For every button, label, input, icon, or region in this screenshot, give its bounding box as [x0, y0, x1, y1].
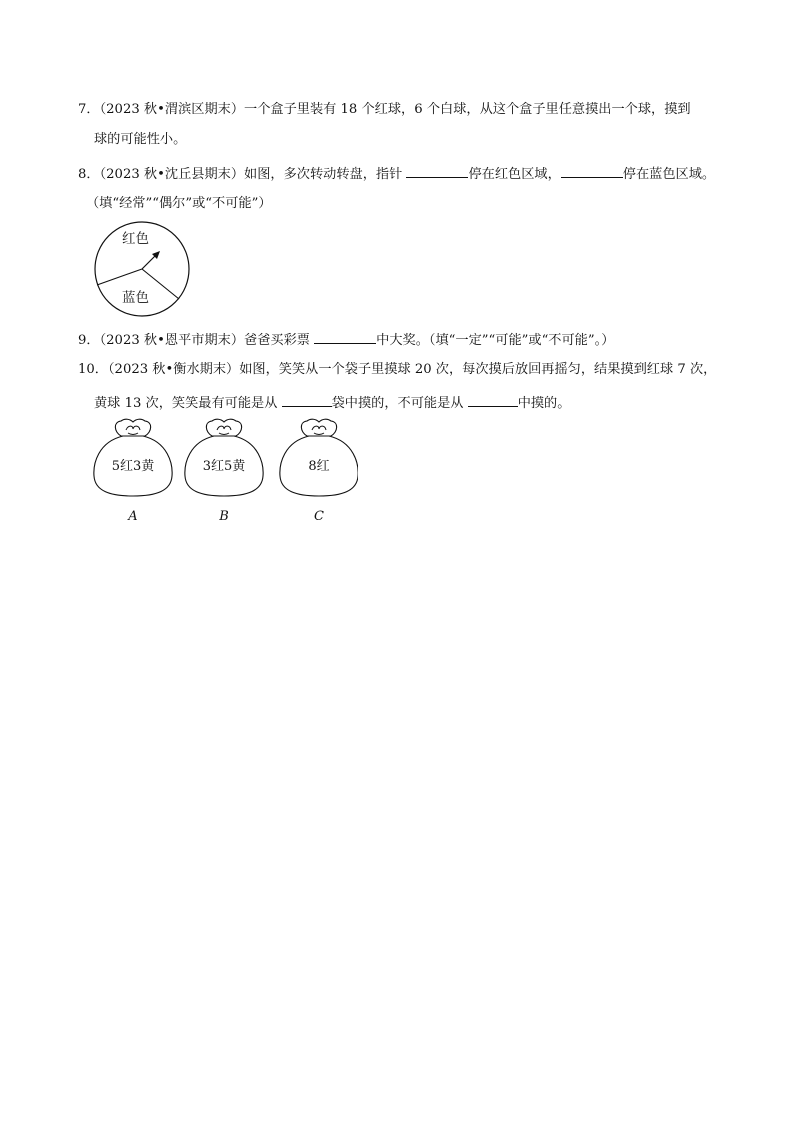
bag-b-content: 3红5黄 — [202, 459, 246, 474]
q9-text-2: 中大奖。（填“一定”“可能”或“不可能”。） — [376, 333, 615, 348]
bag-c-content: 8红 — [308, 459, 330, 474]
bag-b — [185, 419, 263, 524]
q8-line2: （填“经常”“偶尔”或“不可能”） — [86, 196, 272, 211]
q8-answer-blank-red[interactable] — [406, 164, 468, 178]
bag-b-letter: B — [219, 509, 229, 524]
q9-text-1: 9．（2023 秋•恩平市期末）爸爸买彩票 — [78, 333, 315, 348]
spinner-label-red: 红色 — [122, 231, 149, 247]
q9-line — [78, 330, 614, 350]
spinner-label-blue: 蓝色 — [122, 290, 149, 306]
q10-answer-blank-impossible[interactable] — [468, 393, 518, 407]
bag-a-letter: A — [128, 509, 138, 524]
q10-line2 — [94, 393, 570, 413]
bag-a-outline — [94, 419, 172, 496]
q8-text-3: 停在蓝色区域。 — [622, 167, 716, 182]
spinner-figure — [90, 219, 196, 319]
bag-c-outline — [280, 419, 358, 496]
q10-line1: 10．（2023 秋•衡水期末）如图，笑笑从一个袋子里摸球 20 次，每次摸后放回再摇匀，结果摸到红球 7 次， — [78, 362, 717, 377]
q8-text-2: 停在红色区域， — [468, 167, 561, 182]
q8-line1 — [78, 164, 715, 184]
bag-c-letter: C — [314, 509, 324, 524]
bag-b-outline — [185, 419, 263, 496]
bag-a — [94, 419, 172, 524]
q10-text-2: 袋中摸的，不可能是从 — [331, 396, 468, 411]
q8-answer-blank-blue[interactable] — [561, 164, 623, 178]
q7-line2: 球的可能性小。 — [94, 132, 187, 147]
q8-text-1: 8．（2023 秋•沈丘县期末）如图，多次转动转盘，指针 — [78, 167, 407, 182]
q10-answer-blank-likely[interactable] — [282, 393, 332, 407]
bag-c — [280, 419, 358, 524]
bags-figure — [88, 414, 358, 529]
q10-text-3: 中摸的。 — [517, 396, 571, 411]
q10-text-1: 黄球 13 次，笑笑最有可能是从 — [94, 396, 282, 411]
bag-a-content: 5红3黄 — [111, 459, 155, 474]
q7-line1: 7．（2023 秋•渭滨区期末）一个盒子里装有 18 个红球，6 个白球，从这个盒子里任意摸出一个球，摸到 — [78, 102, 691, 117]
q9-answer-blank[interactable] — [314, 330, 376, 344]
